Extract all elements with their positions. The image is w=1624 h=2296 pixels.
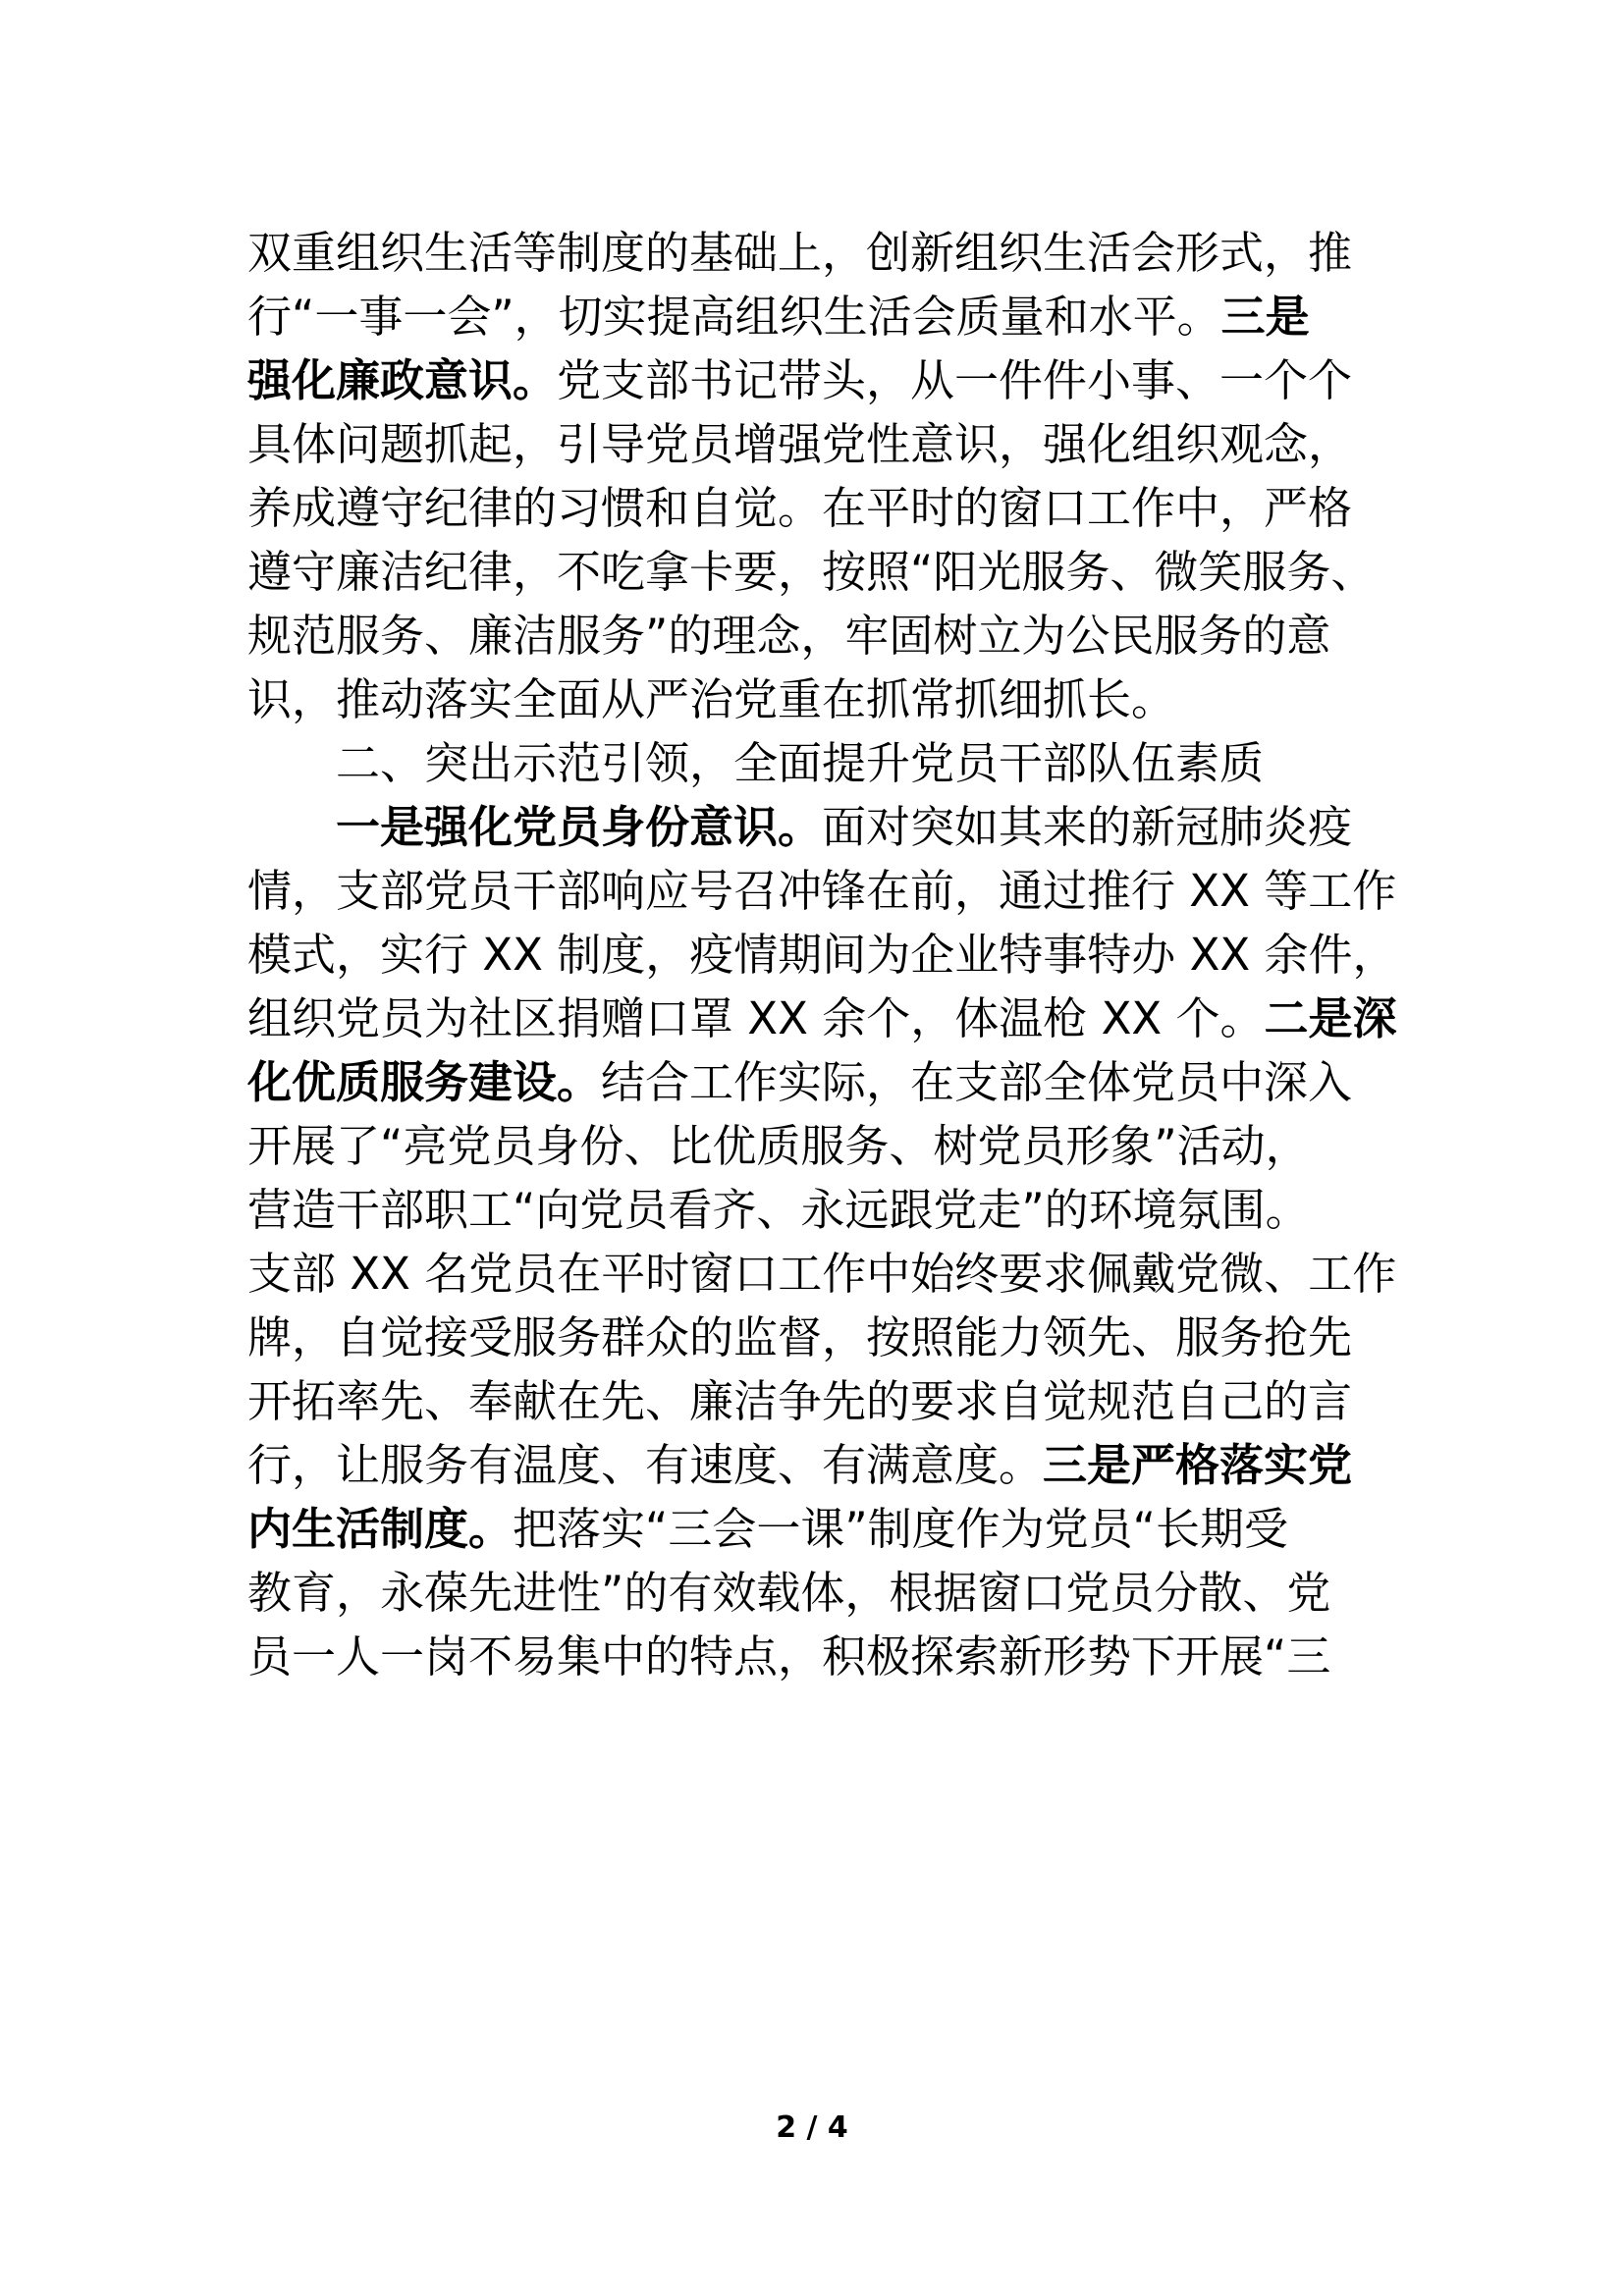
text-line: 双重组织生活等制度的基础上，创新组织生活会形式，推 — [247, 227, 1353, 279]
text-line: 支部 XX 名党员在平时窗口工作中始终要求佩戴党微、工作 — [247, 1248, 1397, 1300]
text-line: 开拓率先、奉献在先、廉洁争先的要求自觉规范自己的言 — [247, 1375, 1353, 1427]
text-line: 模式，实行 XX 制度，疫情期间为企业特事特办 XX 余件， — [247, 929, 1397, 981]
text-line: 行“一事一会”，切实提高组织生活会质量和水平。三是 — [247, 291, 1310, 343]
text-line: 识，推动落实全面从严治党重在抓常抓细抓长。 — [247, 673, 1176, 725]
text-line: 具体问题抓起，引导党员增强党性意识，强化组织观念， — [247, 418, 1353, 470]
text-line: 牌，自觉接受服务群众的监督，按照能力领先、服务抢先 — [247, 1311, 1353, 1363]
text-line: 教育，永葆先进性”的有效载体，根据窗口党员分散、党 — [247, 1567, 1331, 1619]
text-line: 员一人一岗不易集中的特点，积极探索新形势下开展“三 — [247, 1630, 1331, 1682]
text-line: 强化廉政意识。党支部书记带头，从一件件小事、一个个 — [247, 354, 1353, 406]
text-line: 化优质服务建设。结合工作实际，在支部全体党员中深入 — [247, 1056, 1353, 1108]
text-line: 营造干部职工“向党员看齐、永远跟党走”的环境氛围。 — [247, 1184, 1310, 1236]
text-line: 养成遵守纪律的习惯和自觉。在平时的窗口工作中，严格 — [247, 482, 1353, 534]
text-line: 情，支部党员干部响应号召冲锋在前，通过推行 XX 等工作 — [247, 865, 1397, 917]
section-heading: 二、突出示范引领，全面提升党员干部队伍素质 — [336, 737, 1265, 789]
page-number: 2 / 4 — [776, 2110, 848, 2145]
text-line: 规范服务、廉洁服务”的理念，牢固树立为公民服务的意 — [247, 610, 1331, 662]
text-line: 一是强化党员身份意识。面对突如其来的新冠肺炎疫 — [336, 801, 1353, 853]
text-line: 内生活制度。把落实“三会一课”制度作为党员“长期受 — [247, 1503, 1288, 1555]
text-line: 行，让服务有温度、有速度、有满意度。三是严格落实党 — [247, 1439, 1353, 1491]
text-line: 组织党员为社区捐赠口罩 XX 余个，体温枪 XX 个。二是深 — [247, 992, 1397, 1044]
text-line: 遵守廉洁纪律，不吃拿卡要，按照“阳光服务、微笑服务、 — [247, 546, 1376, 598]
text-line: 开展了“亮党员身份、比优质服务、树党员形象”活动， — [247, 1120, 1310, 1172]
